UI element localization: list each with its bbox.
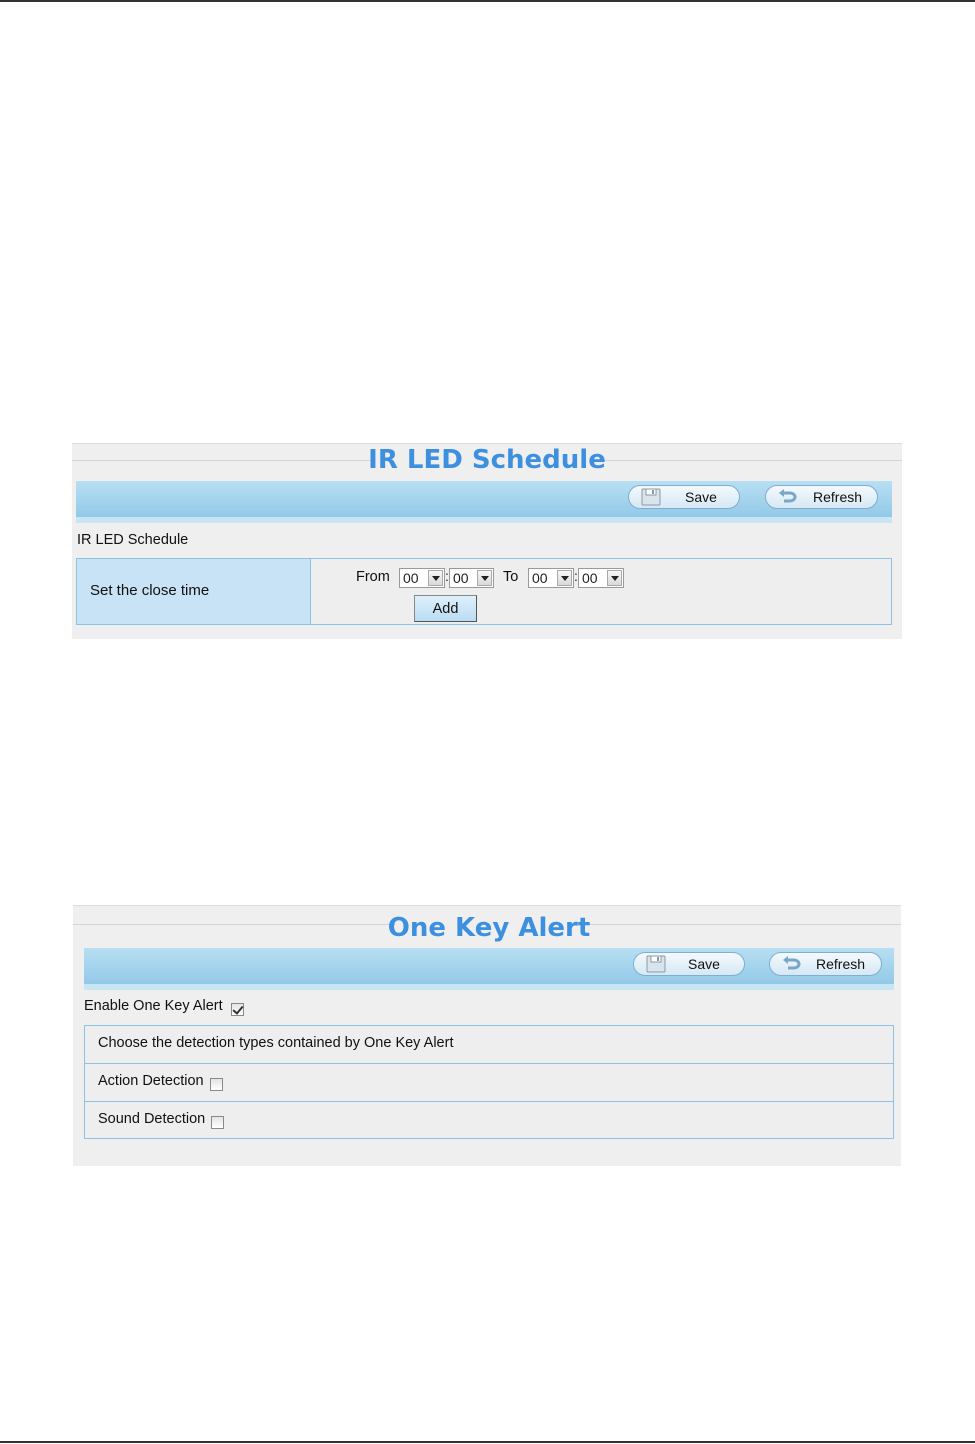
to-minute-value: 00	[582, 570, 598, 586]
sound-detection-checkbox[interactable]	[211, 1116, 224, 1129]
save-button-label: Save	[685, 489, 717, 505]
floppy-disk-icon	[646, 955, 666, 973]
enable-one-key-alert-checkbox[interactable]	[231, 1003, 244, 1016]
add-button[interactable]: Add	[414, 595, 477, 622]
page-title: IR LED Schedule	[368, 445, 606, 475]
close-time-table	[76, 558, 892, 625]
detection-types-header-row	[85, 1026, 893, 1063]
refresh-button-label: Refresh	[816, 956, 866, 972]
detection-types-table	[84, 1025, 894, 1139]
action-detection-checkbox[interactable]	[210, 1078, 223, 1091]
to-minute-select[interactable]	[578, 568, 624, 588]
one-key-alert-panel	[73, 905, 901, 1166]
ir-led-schedule-panel	[72, 443, 902, 639]
from-hour-value: 00	[403, 570, 419, 586]
chevron-down-icon	[428, 570, 443, 586]
close-time-label: Set the close time	[90, 582, 210, 599]
save-button[interactable]	[628, 485, 740, 509]
page-title: One Key Alert	[387, 913, 591, 943]
toolbar	[84, 948, 894, 990]
floppy-disk-icon	[641, 488, 661, 506]
panel-top-line	[73, 905, 901, 906]
refresh-button[interactable]	[765, 485, 878, 509]
section-label: IR LED Schedule	[77, 532, 189, 548]
from-minute-value: 00	[453, 570, 469, 586]
page-top-rule	[0, 0, 975, 2]
refresh-button[interactable]	[769, 952, 882, 976]
sound-detection-row	[85, 1101, 893, 1139]
time-separator: :	[445, 568, 449, 584]
sound-detection-label: Sound Detection	[98, 1111, 206, 1127]
chevron-down-icon	[607, 570, 622, 586]
enable-one-key-alert-label: Enable One Key Alert	[84, 998, 223, 1014]
action-detection-row	[85, 1063, 893, 1101]
panel-top-line	[72, 443, 902, 444]
close-time-label-cell	[77, 559, 311, 624]
time-separator: :	[574, 568, 578, 584]
page-bottom-rule	[0, 1441, 975, 1443]
save-button[interactable]	[633, 952, 745, 976]
to-hour-value: 00	[532, 570, 548, 586]
from-hour-select[interactable]	[399, 568, 445, 588]
save-button-label: Save	[688, 956, 720, 972]
to-label: To	[503, 569, 519, 585]
chevron-down-icon	[557, 570, 572, 586]
refresh-button-label: Refresh	[813, 489, 863, 505]
from-minute-select[interactable]	[449, 568, 494, 588]
refresh-arrow-icon	[782, 955, 802, 973]
detection-types-label: Choose the detection types contained by One Key Alert	[98, 1035, 454, 1051]
to-hour-select[interactable]	[528, 568, 574, 588]
toolbar	[76, 481, 892, 523]
chevron-down-icon	[477, 570, 492, 586]
from-label: From	[356, 569, 390, 585]
refresh-arrow-icon	[778, 488, 798, 506]
action-detection-label: Action Detection	[98, 1073, 204, 1089]
